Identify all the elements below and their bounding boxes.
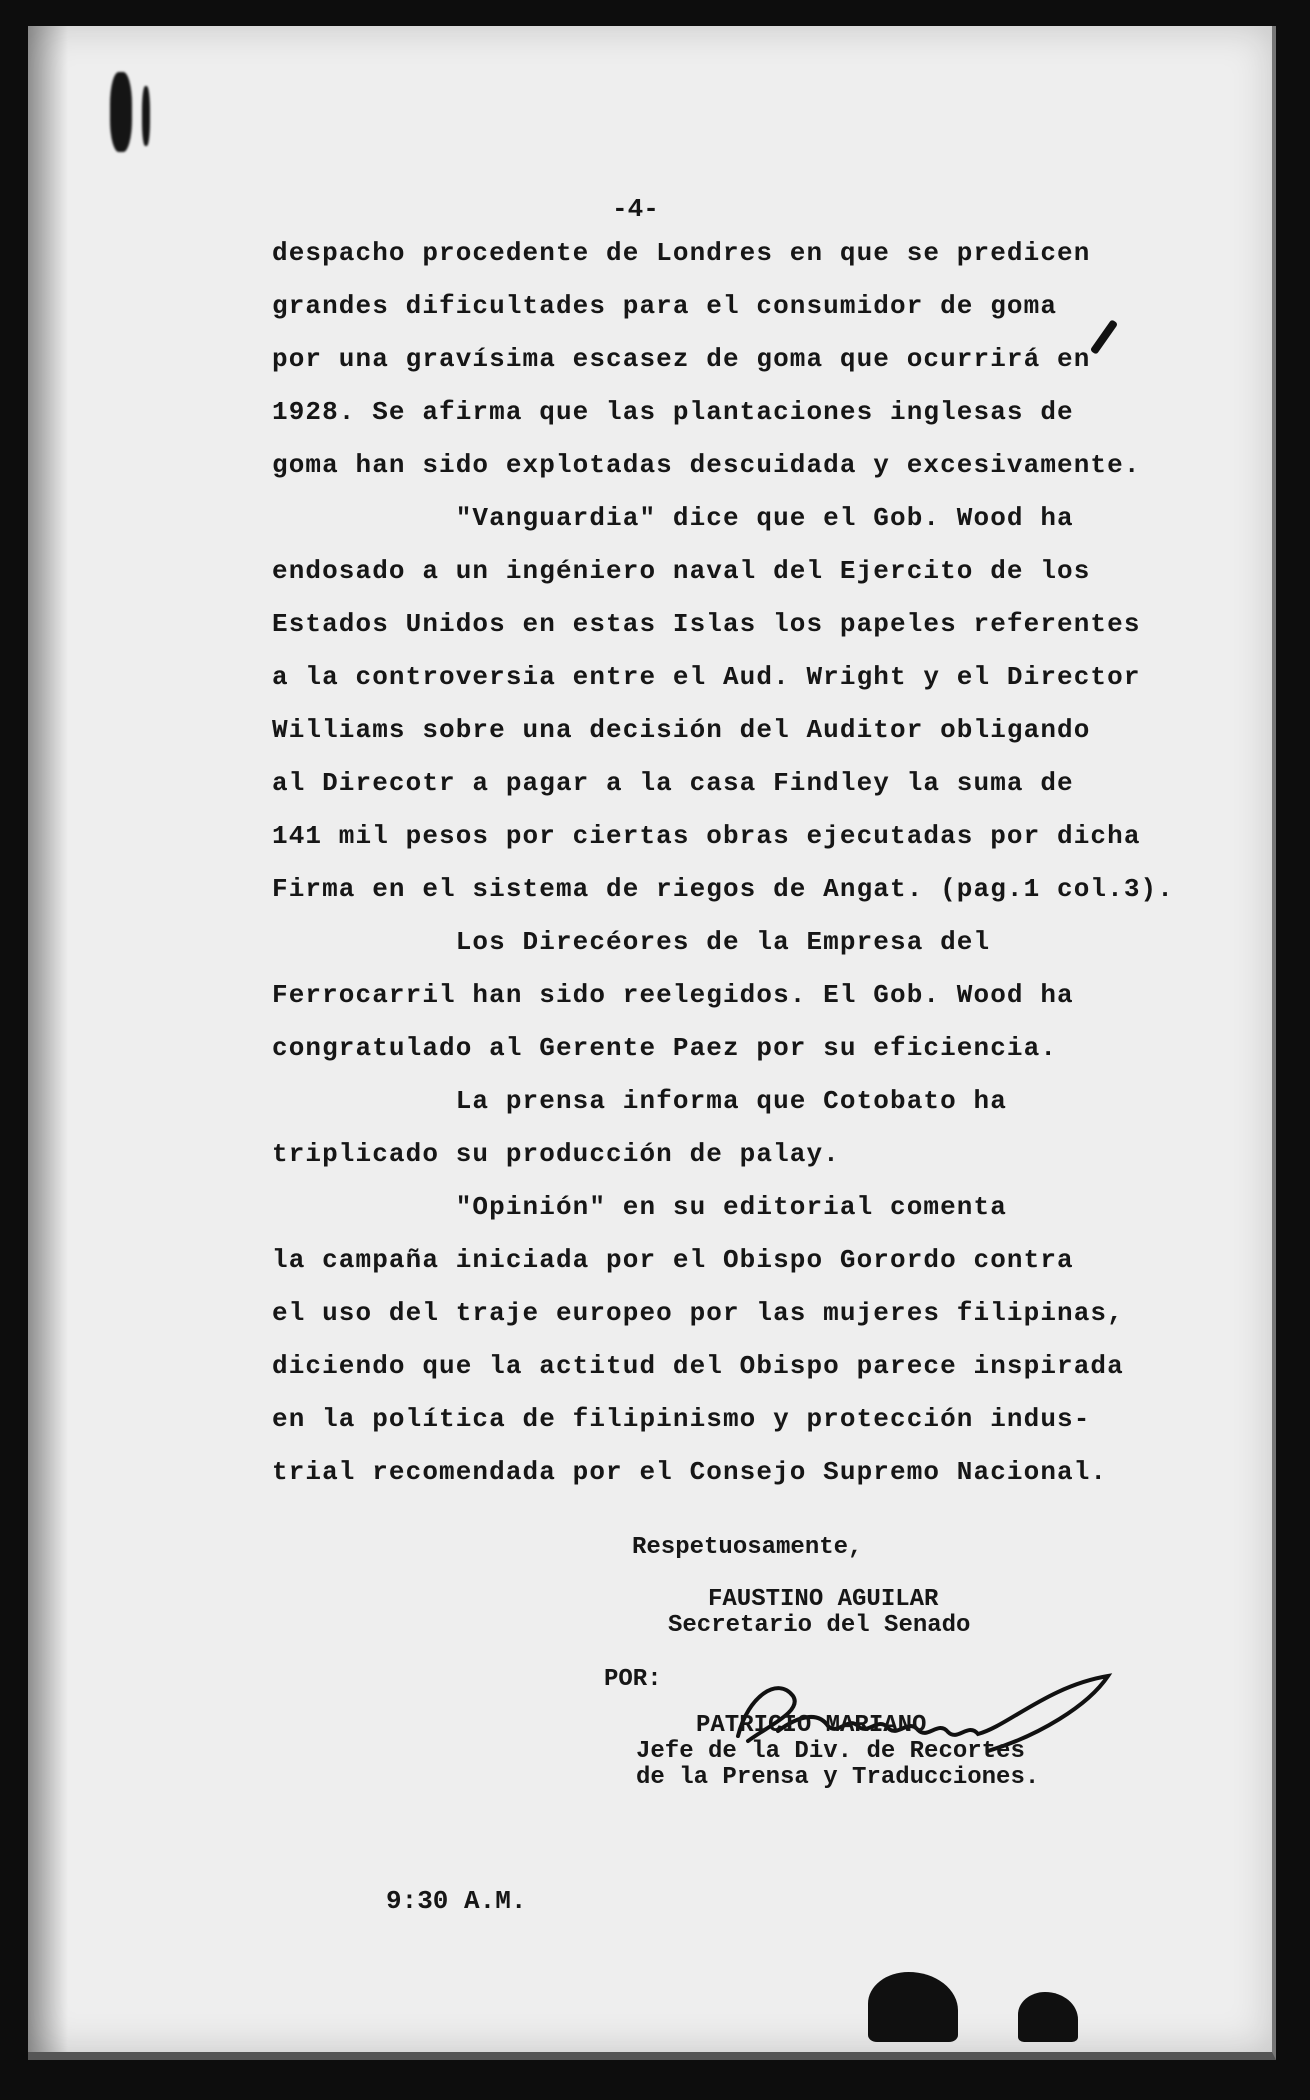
punch-hole-top <box>110 72 132 152</box>
body-line: Ferrocarril han sido reelegidos. El Gob. Wood ha <box>272 980 1074 1010</box>
burn-mark <box>868 1972 958 2042</box>
body-line: grandes dificultades para el consumidor de goma <box>272 291 1058 321</box>
second-signer-name: PATRICIO MARIANO <box>696 1712 927 1739</box>
document-page <box>28 26 1276 2060</box>
body-line: "Opinión" en su editorial comenta <box>272 1192 1007 1222</box>
page-edge-shadow <box>28 26 68 2052</box>
body-line: el uso del traje europeo por las mujeres filipinas, <box>272 1298 1124 1328</box>
body-line: Firma en el sistema de riegos de Angat. (pag.1 col.3). <box>272 874 1174 904</box>
punch-hole-side <box>142 86 150 146</box>
body-line: Williams sobre una decisión del Auditor obligando <box>272 715 1091 745</box>
signer-name: FAUSTINO AGUILAR <box>708 1586 939 1613</box>
closing: Respetuosamente, <box>632 1534 863 1561</box>
body-line: en la política de filipinismo y protección indus- <box>272 1404 1091 1434</box>
body-line: a la controversia entre el Aud. Wright y el Director <box>272 662 1141 692</box>
body-line: endosado a un ingéniero naval del Ejercito de los <box>272 556 1091 586</box>
body-line: diciendo que la actitud del Obispo parece inspirada <box>272 1351 1124 1381</box>
check-mark <box>1090 319 1118 355</box>
body-line: goma han sido explotadas descuidada y excesivamente. <box>272 450 1141 480</box>
body-line: triplicado su producción de palay. <box>272 1139 840 1169</box>
signer-title: Secretario del Senado <box>668 1612 971 1639</box>
burn-mark <box>1018 1992 1078 2042</box>
body-line: al Direcotr a pagar a la casa Findley la suma de <box>272 768 1074 798</box>
body-line: trial recomendada por el Consejo Supremo Nacional. <box>272 1457 1108 1487</box>
por-label: POR: <box>604 1666 662 1693</box>
second-signer-title-1: Jefe de la Div. de Recortes <box>636 1738 1025 1765</box>
body-line: Los Direcéores de la Empresa del <box>272 927 991 957</box>
second-signer-title-2: de la Prensa y Traducciones. <box>636 1764 1040 1791</box>
body-line: despacho procedente de Londres en que se predicen <box>272 238 1091 268</box>
body-line: 141 mil pesos por ciertas obras ejecutadas por dicha <box>272 821 1141 851</box>
body-line: 1928. Se afirma que las plantaciones inglesas de <box>272 397 1074 427</box>
body-line: La prensa informa que Cotobato ha <box>272 1086 1007 1116</box>
page-number: -4- <box>612 194 659 224</box>
time-stamp: 9:30 A.M. <box>386 1886 527 1916</box>
body-line: congratulado al Gerente Paez por su eficiencia. <box>272 1033 1058 1063</box>
body-line: por una gravísima escasez de goma que ocurrirá en <box>272 344 1091 374</box>
body-line: "Vanguardia" dice que el Gob. Wood ha <box>272 503 1074 533</box>
body-line: Estados Unidos en estas Islas los papeles referentes <box>272 609 1141 639</box>
body-line: la campaña iniciada por el Obispo Gorordo contra <box>272 1245 1074 1275</box>
